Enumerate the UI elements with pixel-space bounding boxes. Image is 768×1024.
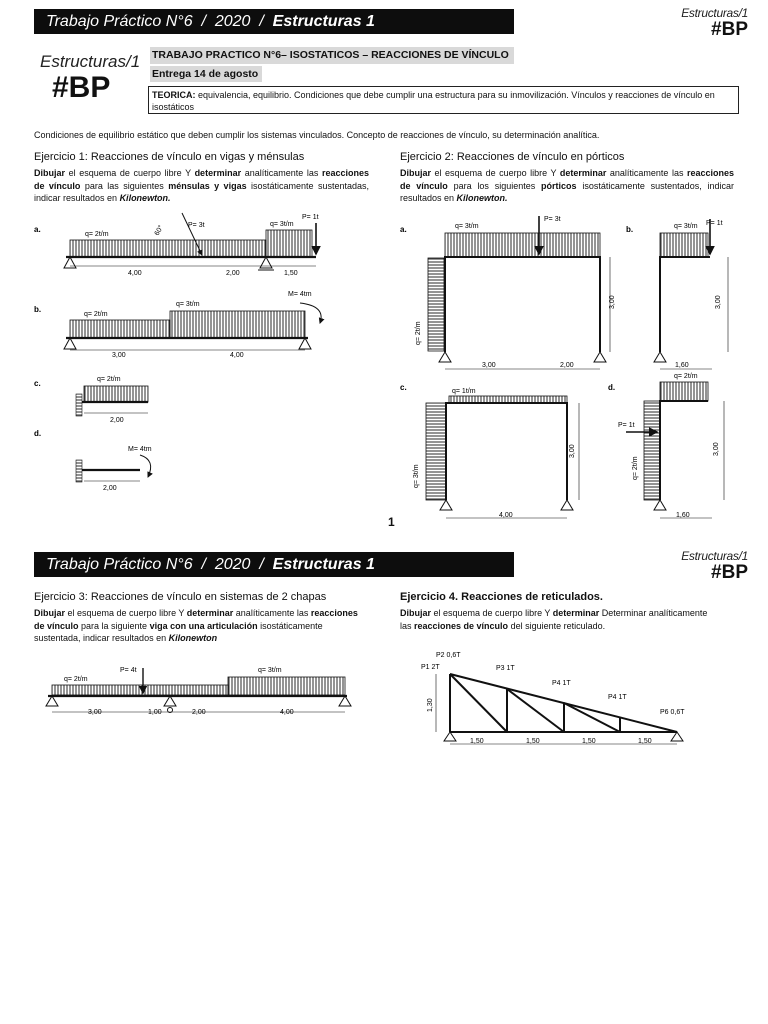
dimension-label: 3,00: [609, 295, 616, 309]
load-label-q2v: q= 2t/m: [415, 321, 422, 345]
moment-label: M= 4tm: [288, 291, 312, 298]
label-d: d.: [608, 383, 616, 392]
dimension-label: 1,50: [526, 738, 540, 745]
banner-year: 2020: [214, 556, 251, 573]
load-label-q2v: q= 2t/m: [632, 456, 639, 480]
load-label-p1: P= 1t: [706, 220, 723, 227]
label-b: b.: [34, 305, 42, 314]
dimension-label: 3,00: [715, 295, 722, 309]
dimension-label: 2,00: [192, 709, 206, 716]
load-label-p3: P= 3t: [544, 216, 561, 223]
truss-load-p4: P4 1T: [552, 680, 571, 687]
banner-separator: /: [259, 556, 264, 573]
dimension-label: 2,00: [560, 362, 574, 369]
load-label-p3: P= 3t: [188, 222, 205, 229]
exercise-3-text: Dibujar el esquema de cuerpo libre Y determinar analíticamente las reacciones de vínculo para la siguiente viga con una articulación isostáticamente sustentada, indicar resultados en Kilonewton: [34, 608, 358, 643]
ex2-diagram-d: [608, 373, 724, 519]
dimension-label: 4,00: [128, 270, 142, 277]
label-c: c.: [400, 383, 407, 392]
label-d: d.: [34, 429, 42, 438]
pin-support-icon: [440, 500, 452, 510]
pin-support-icon: [439, 352, 451, 362]
label-a: a.: [400, 225, 407, 234]
document-title: TRABAJO PRACTICO N°6– ISOSTATICOS – REACCIONES DE VÍNCULO: [150, 47, 514, 64]
banner-course: Estructuras 1: [272, 556, 375, 573]
ex1-diagram-a: [34, 213, 319, 277]
dimension-label: 2,00: [226, 270, 240, 277]
dimension-label: 3,00: [112, 352, 126, 359]
exercise-4-title: Ejercicio 4. Reacciones de reticulados.: [400, 591, 603, 603]
moment-arrow-icon: [140, 455, 151, 477]
banner-year: 2020: [214, 13, 251, 30]
label-a: a.: [34, 225, 41, 234]
label-b: b.: [626, 225, 634, 234]
dimension-label: 2,00: [103, 485, 117, 492]
dimension-label: 1,60: [676, 512, 690, 519]
ex1-diagram-d: [34, 429, 152, 492]
pin-support-icon: [654, 500, 666, 510]
load-label-q2: q= 2t/m: [674, 373, 698, 380]
load-label-q3: q= 3t/m: [176, 301, 200, 308]
page-number: 1: [388, 515, 395, 529]
dimension-label: 1,00: [148, 709, 162, 716]
truss-load-p1: P1 2T: [421, 664, 440, 671]
load-label-p1: P= 1t: [302, 214, 319, 221]
load-label-p1: P= 1t: [618, 422, 635, 429]
logo-tag: #BP: [52, 71, 111, 104]
truss-load-p3: P3 1T: [496, 665, 515, 672]
banner-separator: /: [259, 13, 264, 30]
truss-load-p6: P6 0,6T: [660, 709, 685, 716]
load-label-q3: q= 3t/m: [674, 223, 698, 230]
banner-separator: /: [201, 13, 206, 30]
load-label-q2: q= 2t/m: [84, 311, 108, 318]
load-label-p4: P= 4t: [120, 667, 137, 674]
brand-word: Estructuras/1: [681, 6, 748, 20]
dimension-label: 1,50: [638, 738, 652, 745]
brand-word: Estructuras/1: [681, 549, 748, 563]
exercise-2-title: Ejercicio 2: Reacciones de vínculo en pórticos: [400, 151, 625, 163]
distributed-load-2t: [70, 240, 266, 257]
ex3-diagram: [46, 667, 351, 716]
exercise-4-text: Dibujar el esquema de cuerpo libre Y determinar Determinar analíticamente las reacciones de vínculo del siguiente reticulado.: [400, 608, 708, 631]
moment-label: M= 4tm: [128, 446, 152, 453]
exercise-3-title: Ejercicio 3: Reacciones de vínculo en sistemas de 2 chapas: [34, 591, 327, 603]
dimension-label: 3,00: [88, 709, 102, 716]
load-label-q3: q= 3t/m: [270, 221, 294, 228]
roller-support-icon: [594, 352, 606, 362]
load-label-q2: q= 2t/m: [97, 376, 121, 383]
theory-label: TEORICA:: [152, 90, 196, 100]
dimension-label: 3,00: [569, 444, 576, 458]
load-label-q2: q= 2t/m: [64, 676, 88, 683]
roller-support-icon: [339, 696, 351, 706]
load-label-q1: q= 1t/m: [452, 388, 476, 395]
banner-course: Estructuras 1: [272, 13, 375, 30]
dimension-label: 4,00: [230, 352, 244, 359]
pin-support-icon: [46, 696, 58, 706]
angle-label: 60°: [153, 224, 166, 237]
pin-support-icon: [444, 732, 456, 741]
label-c: c.: [34, 379, 41, 388]
load-label-q3: q= 3t/m: [258, 667, 282, 674]
dimension-label: 1,50: [582, 738, 596, 745]
dimension-label: 1,30: [427, 698, 434, 712]
banner-title: Trabajo Práctico N°6: [46, 13, 193, 30]
dimension-label: 4,00: [499, 512, 513, 519]
banner-title: Trabajo Práctico N°6: [46, 556, 193, 573]
load-label-q3: q= 3t/m: [455, 223, 479, 230]
dimension-label: 1,50: [284, 270, 298, 277]
ex2-diagram-a: [400, 216, 616, 369]
fixed-support-icon: [76, 460, 82, 482]
pin-support-icon: [64, 338, 76, 349]
roller-support-icon: [299, 338, 311, 349]
dimension-label: 3,00: [482, 362, 496, 369]
brand-tag: #BP: [711, 562, 748, 583]
theory-text: equivalencia, equilibrio. Condiciones que debe cumplir una estructura para su inmovilización. Vínculos y reacciones de vínculo en isostáticos: [152, 90, 715, 112]
exercise-1-title: Ejercicio 1: Reacciones de vínculo en vigas y ménsulas: [34, 151, 305, 163]
ex4-truss-diagram: [421, 652, 685, 745]
ex2-diagram-c: [400, 383, 579, 519]
dimension-label: 1,50: [470, 738, 484, 745]
load-label-q2: q= 2t/m: [85, 231, 109, 238]
logo-word: Estructuras/1: [40, 52, 141, 71]
exercise-1-text: Dibujar el esquema de cuerpo libre Y determinar analíticamente las reacciones de vínculo para las siguientes ménsulas y vigas isostáticamente sustentadas, indicar resultados en Kilonewton.: [34, 168, 370, 203]
ex2-diagram-b: [626, 219, 728, 369]
intro-text: Condiciones de equilibrio estático que deben cumplir los sistemas vinculados. Concepto de reacciones de vínculo, su determinación analítica.: [34, 130, 600, 140]
brand-tag: #BP: [711, 19, 748, 40]
dimension-label: 4,00: [280, 709, 294, 716]
roller-support-icon: [260, 257, 272, 268]
load-label-q3v: q= 3t/m: [413, 464, 420, 488]
dimension-label: 1,60: [675, 362, 689, 369]
truss-load-p2: P2 0,6T: [436, 652, 461, 659]
due-date: Entrega 14 de agosto: [150, 66, 262, 82]
dimension-label: 3,00: [713, 442, 720, 456]
banner-separator: /: [201, 556, 206, 573]
pin-support-icon: [654, 352, 666, 362]
roller-support-icon: [561, 500, 573, 510]
roller-support-icon: [671, 732, 683, 741]
ex1-diagram-c: [34, 376, 148, 424]
dimension-label: 2,00: [110, 417, 124, 424]
fixed-support-icon: [76, 394, 82, 416]
pin-support-icon: [64, 257, 76, 268]
roller-support-icon: [164, 696, 176, 706]
truss-load-p5: P4 1T: [608, 694, 627, 701]
exercise-2-text: Dibujar el esquema de cuerpo libre Y determinar analíticamente las reacciones de vínculo para los siguientes pórticos isostáticamente sustentados, indicar resultados en Kilonewton.: [400, 168, 735, 203]
distributed-load-3t: [266, 230, 312, 257]
ex1-diagram-b: [34, 291, 321, 359]
